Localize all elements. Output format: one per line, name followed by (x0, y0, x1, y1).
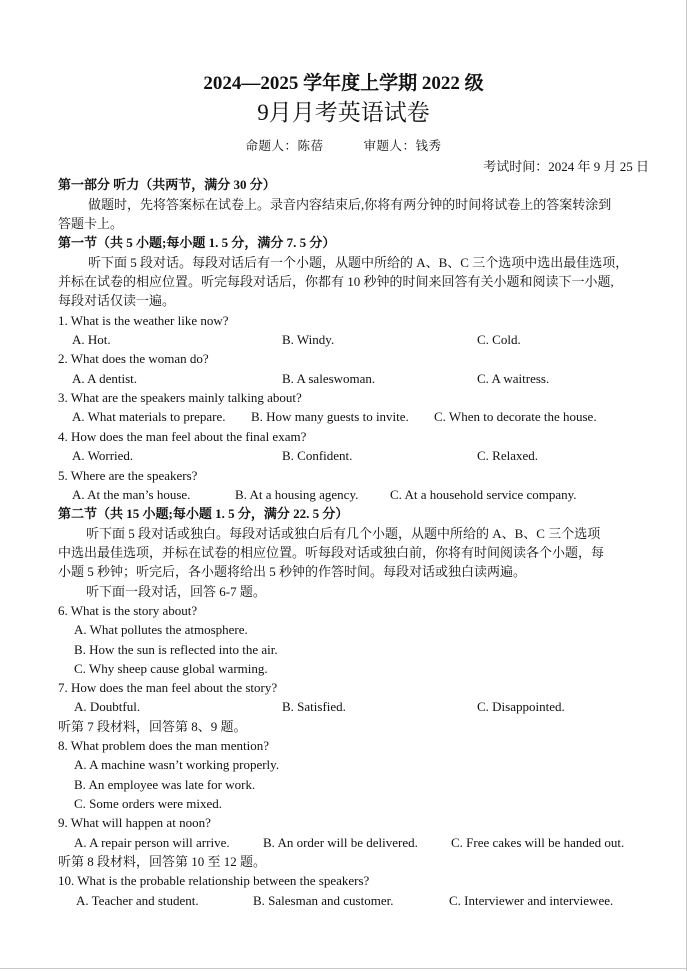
q10-option-c: C. Interviewer and interviewee. (449, 893, 614, 908)
q4-option-a: A. Worried. (72, 448, 134, 463)
q6-option-a: A. What pollutes the atmosphere. (74, 622, 248, 637)
q8-option-b: B. An employee was late for work. (74, 777, 256, 792)
section1-instr-2: 并标在试卷的相应位置。听完每段对话后，你都有 10 秒钟的时间来回答有关小题和阅读下一小题, (58, 274, 614, 289)
question-10: 10. What is the probable relationship between the speakers? (58, 873, 370, 888)
authors-line (0, 136, 687, 154)
page-edge-bottom (0, 968, 687, 969)
question-1: 1. What is the weather like now? (58, 313, 229, 328)
section2-instr-3: 小题 5 秒钟；听完后，各小题将给出 5 秒钟的作答时间。每段对话或独白读两遍。 (58, 564, 527, 579)
section2-instr-2: 中选出最佳选项，并标在试卷的相应位置。听每段对话或独白前，你将有时间阅读各个小题，每 (58, 545, 605, 560)
question-5: 5. Where are the speakers? (58, 468, 198, 483)
q3-option-c: C. When to decorate the house. (434, 409, 597, 424)
question-2: 2. What does the woman do? (58, 351, 209, 366)
section1-heading: 第一节（共 5 小题;每小题 1. 5 分，满分 7. 5 分） (58, 235, 336, 250)
q4-option-b: B. Confident. (282, 448, 353, 463)
q1-option-a: A. Hot. (72, 332, 111, 347)
q9-option-b: B. An order will be delivered. (263, 835, 418, 850)
part1-heading: 第一部分 听力（共两节，满分 30 分） (58, 177, 276, 192)
q6-option-b: B. How the sun is reflected into the air. (74, 642, 278, 657)
question-4: 4. How does the man feel about the final exam? (58, 429, 307, 444)
section1-instr-3: 每段对话仅读一遍。 (58, 293, 176, 308)
section2-instr-1: 听下面 5 段对话或独白。每段对话或独白后有几个小题，从题中所给的 A、B、C 三个选项 (86, 526, 601, 541)
q7-option-c: C. Disappointed. (477, 699, 565, 714)
section2-heading: 第二节（共 15 小题;每小题 1. 5 分，满分 22. 5 分） (58, 506, 349, 521)
question-6: 6. What is the story about? (58, 603, 198, 618)
q9-option-a: A. A repair person will arrive. (74, 835, 230, 850)
question-3: 3. What are the speakers mainly talking about? (58, 390, 302, 405)
q3-option-a: A. What materials to prepare. (72, 409, 226, 424)
question-7: 7. How does the man feel about the story? (58, 680, 278, 695)
q1-option-c: C. Cold. (477, 332, 521, 347)
q7-option-b: B. Satisfied. (282, 699, 346, 714)
q8-option-c: C. Some orders were mixed. (74, 796, 223, 811)
q4-option-c: C. Relaxed. (477, 448, 539, 463)
q5-option-c: C. At a household service company. (390, 487, 577, 502)
section1-instr-1: 听下面 5 段对话。每段对话后有一个小题，从题中所给的 A、B、C 三个选项中选出最佳选项， (88, 255, 629, 270)
part1-intro-2: 答题卡上。 (58, 216, 124, 231)
part1-intro-1: 做题时，先将答案标在试卷上。录音内容结束后,你将有两分钟的时间将试卷上的答案转涂到 (88, 197, 612, 212)
prompt-8-9: 听第 7 段材料，回答第 8、9 题。 (58, 719, 247, 734)
question-9: 9. What will happen at noon? (58, 815, 211, 830)
author: 命题人：陈蓓 (245, 139, 324, 153)
exam-title-line2: 9月月考英语试卷 (257, 100, 430, 125)
q9-option-c: C. Free cakes will be handed out. (451, 835, 625, 850)
q5-option-a: A. At the man’s house. (72, 487, 191, 502)
q1-option-b: B. Windy. (282, 332, 335, 347)
q2-option-a: A. A dentist. (72, 371, 138, 386)
q10-option-a: A. Teacher and student. (76, 893, 199, 908)
q2-option-c: C. A waitress. (477, 371, 550, 386)
q8-option-a: A. A machine wasn’t working properly. (74, 757, 280, 772)
exam-title-line1: 2024—2025 学年度上学期 2022 级 (203, 73, 484, 94)
prompt-10-12: 听第 8 段材料，回答第 10 至 12 题。 (58, 854, 267, 869)
question-8: 8. What problem does the man mention? (58, 738, 269, 753)
exam-date: 考试时间：2024 年 9 月 25 日 (483, 159, 649, 174)
prompt-6-7: 听下面一段对话，回答 6-7 题。 (86, 584, 266, 599)
q10-option-b: B. Salesman and customer. (253, 893, 394, 908)
reviewer: 审题人：钱秀 (363, 139, 442, 153)
q7-option-a: A. Doubtful. (74, 699, 141, 714)
q2-option-b: B. A saleswoman. (282, 371, 376, 386)
q3-option-b: B. How many guests to invite. (251, 409, 409, 424)
q6-option-c: C. Why sheep cause global warming. (74, 661, 268, 676)
q5-option-b: B. At a housing agency. (235, 487, 359, 502)
